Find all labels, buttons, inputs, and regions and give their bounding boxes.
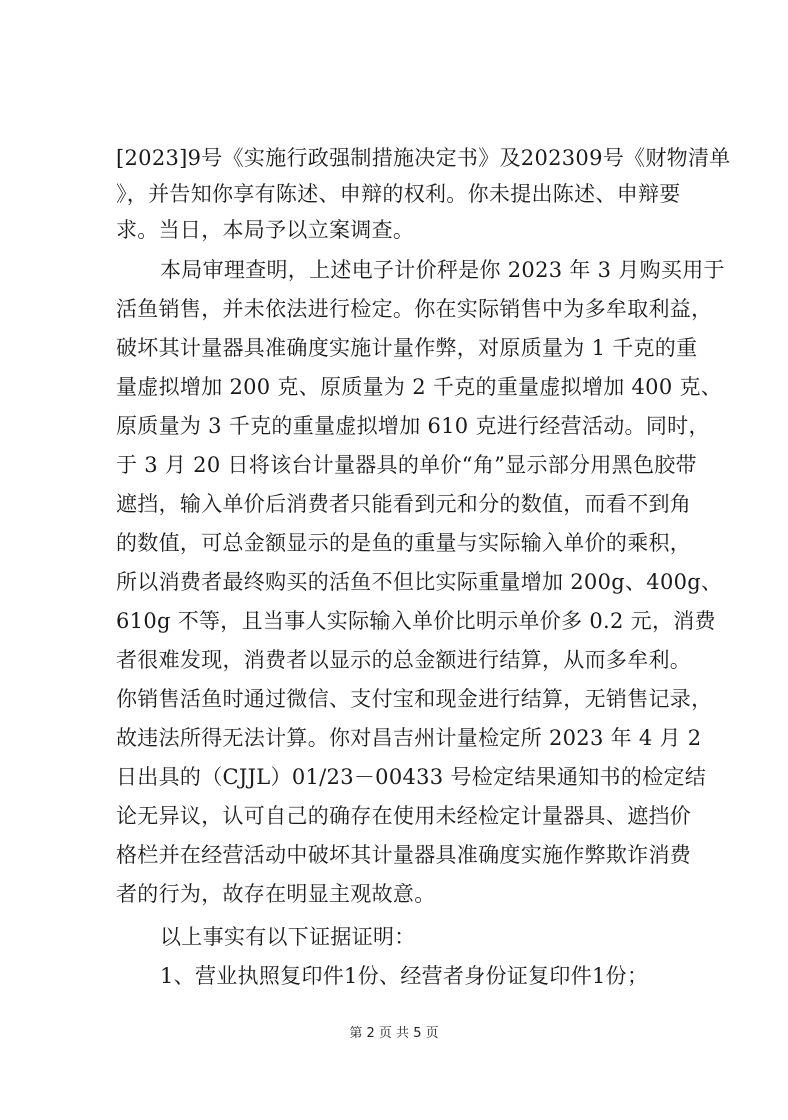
body-line: 破坏其计量器具准确度实施计量作弊，对原质量为 1 千克的重 [116, 336, 698, 360]
body-line: 于 3 月 20 日将该台计量器具的单价“角”显示部分用黑色胶带 [116, 453, 697, 477]
body-line: 以上事实有以下证据证明： [160, 925, 416, 949]
body-line: 1、营业执照复印件1份、经营者身份证复印件1份； [160, 964, 649, 988]
body-line: 求。当日，本局予以立案调查。 [116, 218, 415, 242]
body-line: 遮挡，输入单价后消费者只能看到元和分的数值，而看不到角 [116, 492, 692, 516]
body-line: [2023]9号《实施行政强制措施决定书》及202309号《财物清单 [116, 146, 731, 170]
page-number-footer: 第 2 页 共 5 页 [349, 1026, 439, 1041]
body-line: 活鱼销售，并未依法进行检定。你在实际销售中为多牟取利益， [116, 297, 713, 321]
body-line: 故违法所得无法计算。你对昌吉州计量检定所 2023 年 4 月 2 [116, 726, 702, 750]
body-line: 者的行为，故存在明显主观故意。 [116, 882, 436, 906]
body-line: 所以消费者最终购买的活鱼不但比实际重量增加 200g、400g、 [116, 570, 723, 594]
body-line: 论无异议，认可自己的确存在使用未经检定计量器具、遮挡价 [116, 804, 692, 828]
body-line: 你销售活鱼时通过微信、支付宝和现金进行结算，无销售记录， [116, 687, 713, 711]
body-line: 日出具的（CJJL）01/23－00433 号检定结果通知书的检定结 [116, 765, 707, 789]
body-line: 者很难发现，消费者以显示的总金额进行结算，从而多牟利。 [116, 648, 692, 672]
body-line: 的数值，可总金额显示的是鱼的重量与实际输入单价的乘积， [116, 531, 692, 555]
body-line: 本局审理查明，上述电子计价秤是你 2023 年 3 月购买用于 [160, 258, 725, 282]
body-line: 量虚拟增加 200 克、原质量为 2 千克的重量虚拟增加 400 克、 [116, 375, 723, 399]
body-line: 》，并告知你享有陈述、申辩的权利。你未提出陈述、申辩要 [116, 182, 681, 206]
body-line: 格栏并在经营活动中破坏其计量器具准确度实施作弊欺诈消费 [116, 843, 692, 867]
body-line: 610g 不等，且当事人实际输入单价比明示单价多 0.2 元，消费 [116, 609, 716, 633]
body-line: 原质量为 3 千克的重量虚拟增加 610 克进行经营活动。同时， [116, 414, 710, 438]
